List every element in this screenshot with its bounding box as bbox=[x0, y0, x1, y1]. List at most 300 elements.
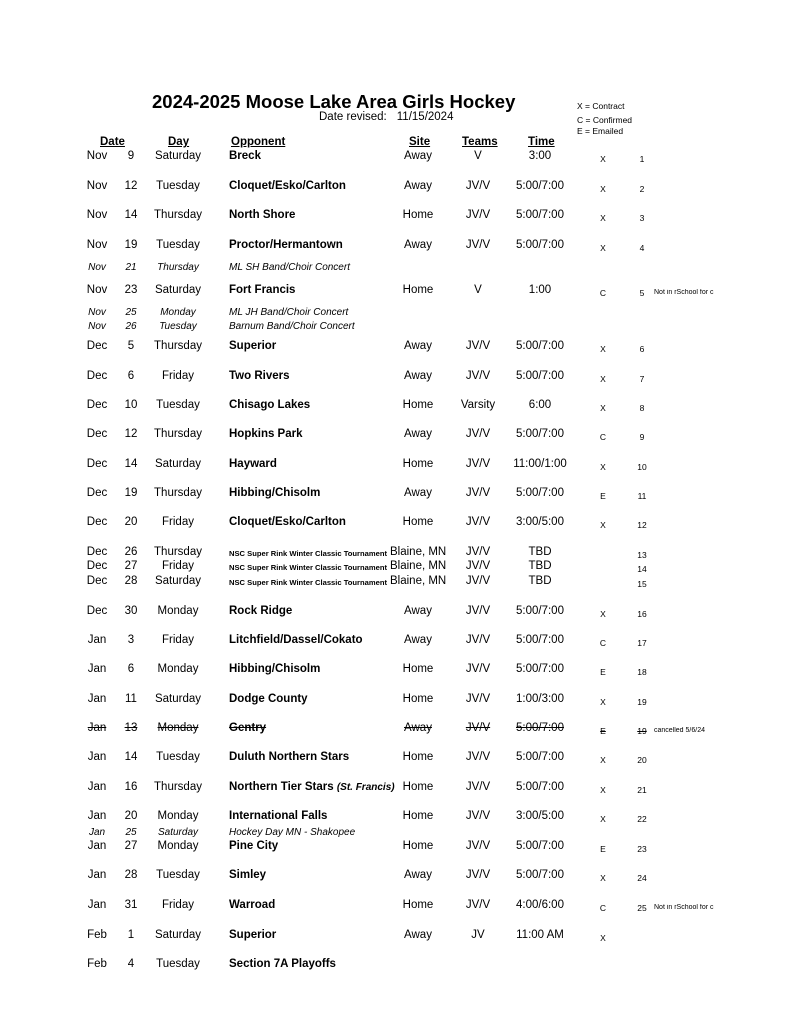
status-cell: X bbox=[600, 520, 606, 530]
legend-confirmed: C = Confirmed bbox=[577, 115, 633, 125]
weekday-cell: Thursday bbox=[154, 428, 202, 440]
status-cell: X bbox=[600, 785, 606, 795]
time-cell: 3:00 bbox=[528, 150, 552, 162]
site-cell: Home bbox=[402, 458, 434, 470]
site-cell: Blaine, MN bbox=[390, 546, 447, 558]
site-cell: Away bbox=[404, 239, 432, 251]
status-cell: X bbox=[600, 755, 606, 765]
schedule-row bbox=[0, 428, 791, 444]
opponent-cell: Superior bbox=[229, 340, 277, 352]
weekday-cell: Thursday bbox=[154, 487, 202, 499]
game-number-cell: 2 bbox=[639, 184, 645, 194]
opponent-cell: Dodge County bbox=[229, 693, 308, 705]
header-time: Time bbox=[528, 136, 555, 148]
opponent-cell: Cloquet/Esko/Carlton bbox=[229, 516, 346, 528]
opponent-cell: NSC Super Rink Winter Classic Tournament bbox=[229, 563, 388, 572]
time-cell: 1:00 bbox=[528, 284, 552, 296]
opponent-cell: Cloquet/Esko/Carlton bbox=[229, 180, 346, 192]
weekday-cell: Saturday bbox=[154, 150, 202, 162]
day-number-cell: 12 bbox=[124, 428, 138, 440]
teams-cell: JV/V bbox=[465, 546, 491, 558]
opponent-cell: Chisago Lakes bbox=[229, 399, 311, 411]
site-cell: Home bbox=[402, 840, 434, 852]
header-day: Day bbox=[168, 136, 190, 148]
day-number-cell: 19 bbox=[124, 239, 138, 251]
opponent-cell: Fort Francis bbox=[229, 284, 296, 296]
day-number-cell: 6 bbox=[127, 370, 135, 382]
day-number-cell: 1 bbox=[127, 929, 135, 941]
opponent-cell: Simley bbox=[229, 869, 267, 881]
status-cell: C bbox=[599, 432, 607, 442]
weekday-cell: Saturday bbox=[157, 827, 199, 838]
time-cell: 4:00/6:00 bbox=[516, 899, 564, 911]
time-cell: 5:00/7:00 bbox=[516, 722, 564, 734]
game-number-cell: 10 bbox=[637, 462, 647, 472]
month-cell: Nov bbox=[88, 307, 106, 318]
site-cell: Away bbox=[404, 180, 432, 192]
day-number-cell: 4 bbox=[127, 958, 135, 970]
site-cell: Blaine, MN bbox=[390, 575, 447, 587]
schedule-row bbox=[0, 663, 791, 679]
opponent-cell bbox=[229, 781, 395, 793]
status-cell: X bbox=[600, 933, 606, 943]
month-cell: Jan bbox=[87, 840, 107, 852]
game-number-cell: 4 bbox=[639, 243, 645, 253]
month-cell: Jan bbox=[87, 751, 107, 763]
site-cell: Home bbox=[402, 810, 434, 822]
teams-cell: JV/V bbox=[465, 239, 491, 251]
site-cell: Home bbox=[402, 399, 434, 411]
day-number-cell: 21 bbox=[125, 262, 137, 273]
teams-cell: JV/V bbox=[465, 458, 491, 470]
month-cell: Dec bbox=[86, 399, 108, 411]
time-cell: 5:00/7:00 bbox=[516, 180, 564, 192]
site-cell: Away bbox=[404, 150, 432, 162]
status-cell: X bbox=[600, 243, 606, 253]
opponent-cell: International Falls bbox=[229, 810, 328, 822]
teams-cell: JV/V bbox=[465, 370, 491, 382]
game-number-cell: 1 bbox=[639, 154, 645, 164]
teams-cell: JV/V bbox=[465, 722, 491, 734]
weekday-cell: Monday bbox=[157, 663, 199, 675]
time-cell: 5:00/7:00 bbox=[516, 781, 564, 793]
schedule-row bbox=[0, 370, 791, 386]
teams-cell: JV/V bbox=[465, 781, 491, 793]
month-cell: Jan bbox=[87, 781, 107, 793]
site-cell: Away bbox=[404, 869, 432, 881]
header-opponent: Opponent bbox=[231, 136, 286, 148]
month-cell: Jan bbox=[87, 899, 107, 911]
header-site: Site bbox=[409, 136, 431, 148]
time-cell: 5:00/7:00 bbox=[516, 209, 564, 221]
month-cell: Feb bbox=[87, 958, 107, 970]
month-cell: Jan bbox=[87, 634, 107, 646]
weekday-cell: Friday bbox=[162, 634, 194, 646]
month-cell: Dec bbox=[86, 458, 108, 470]
day-number-cell: 26 bbox=[124, 546, 138, 558]
schedule-row bbox=[0, 751, 791, 767]
weekday-cell: Monday bbox=[157, 722, 199, 734]
status-cell: X bbox=[600, 697, 606, 707]
note-cell: cancelled 5/6/24 bbox=[654, 727, 705, 734]
opponent-cell: Two Rivers bbox=[229, 370, 290, 382]
day-number-cell: 28 bbox=[124, 575, 138, 587]
header-date: Date bbox=[100, 136, 125, 148]
time-cell: 5:00/7:00 bbox=[516, 605, 564, 617]
day-number-cell: 30 bbox=[124, 605, 138, 617]
month-cell: Dec bbox=[86, 575, 108, 587]
opponent-cell: Warroad bbox=[229, 899, 276, 911]
opponent-cell: Barnum Band/Choir Concert bbox=[229, 321, 355, 332]
site-cell: Blaine, MN bbox=[390, 560, 447, 572]
schedule-row bbox=[0, 150, 791, 166]
teams-cell: JV/V bbox=[465, 180, 491, 192]
month-cell: Jan bbox=[87, 810, 107, 822]
weekday-cell: Thursday bbox=[154, 546, 202, 558]
status-cell: X bbox=[600, 154, 606, 164]
day-number-cell: 28 bbox=[124, 869, 138, 881]
status-cell: C bbox=[599, 638, 607, 648]
weekday-cell: Thursday bbox=[157, 262, 199, 273]
site-cell: Away bbox=[404, 722, 432, 734]
schedule-row bbox=[0, 209, 791, 225]
schedule-row bbox=[0, 180, 791, 196]
opponent-cell: Hayward bbox=[229, 458, 277, 470]
game-number-cell: 3 bbox=[639, 213, 645, 223]
teams-cell: JV/V bbox=[465, 751, 491, 763]
month-cell: Nov bbox=[86, 180, 108, 192]
status-cell: X bbox=[600, 814, 606, 824]
status-cell: E bbox=[600, 491, 606, 501]
weekday-cell: Tuesday bbox=[156, 958, 200, 970]
time-cell: 5:00/7:00 bbox=[516, 869, 564, 881]
time-cell: 1:00/3:00 bbox=[516, 693, 564, 705]
status-cell: X bbox=[600, 403, 606, 413]
month-cell: Jan bbox=[87, 663, 107, 675]
teams-cell: JV/V bbox=[465, 560, 491, 572]
site-cell: Away bbox=[404, 370, 432, 382]
weekday-cell: Tuesday bbox=[159, 321, 197, 332]
weekday-cell: Tuesday bbox=[156, 180, 200, 192]
month-cell: Dec bbox=[86, 605, 108, 617]
teams-cell: JV/V bbox=[465, 869, 491, 881]
day-number-cell: 14 bbox=[124, 209, 138, 221]
month-cell: Jan bbox=[87, 722, 107, 734]
status-cell: C bbox=[599, 288, 607, 298]
status-cell: X bbox=[600, 873, 606, 883]
weekday-cell: Saturday bbox=[154, 693, 202, 705]
site-cell: Away bbox=[404, 929, 432, 941]
day-number-cell: 27 bbox=[124, 560, 138, 572]
weekday-cell: Tuesday bbox=[156, 239, 200, 251]
schedule-row bbox=[0, 560, 791, 576]
game-number-cell: 9 bbox=[639, 432, 645, 442]
month-cell: Dec bbox=[86, 546, 108, 558]
opponent-cell: Gentry bbox=[229, 722, 267, 734]
day-number-cell: 5 bbox=[127, 340, 135, 352]
game-number-cell: 8 bbox=[639, 403, 645, 413]
opponent-cell: Hockey Day MN - Shakopee bbox=[229, 827, 356, 838]
status-cell: X bbox=[600, 344, 606, 354]
month-cell: Dec bbox=[86, 340, 108, 352]
game-number-cell: 22 bbox=[637, 814, 647, 824]
schedule-row bbox=[0, 840, 791, 856]
time-cell: 6:00 bbox=[528, 399, 552, 411]
time-cell: 3:00/5:00 bbox=[516, 810, 564, 822]
teams-cell: JV bbox=[471, 929, 485, 941]
teams-cell: V bbox=[474, 284, 482, 296]
opponent-cell: Proctor/Hermantown bbox=[229, 239, 343, 251]
month-cell: Dec bbox=[86, 370, 108, 382]
site-cell: Home bbox=[402, 899, 434, 911]
weekday-cell: Thursday bbox=[154, 781, 202, 793]
time-cell: 5:00/7:00 bbox=[516, 663, 564, 675]
opponent-cell: North Shore bbox=[229, 209, 296, 221]
weekday-cell: Saturday bbox=[154, 284, 202, 296]
teams-cell: JV/V bbox=[465, 575, 491, 587]
schedule-row bbox=[0, 239, 791, 255]
weekday-cell: Tuesday bbox=[156, 869, 200, 881]
game-number-cell: 12 bbox=[637, 520, 647, 530]
teams-cell: JV/V bbox=[465, 840, 491, 852]
schedule-row bbox=[0, 722, 791, 738]
day-number-cell: 13 bbox=[124, 722, 138, 734]
site-cell: Home bbox=[402, 781, 434, 793]
game-number-cell: 18 bbox=[637, 667, 647, 677]
schedule-row bbox=[0, 321, 791, 337]
weekday-cell: Tuesday bbox=[156, 751, 200, 763]
header-teams: Teams bbox=[462, 136, 498, 148]
teams-cell: JV/V bbox=[465, 209, 491, 221]
day-number-cell: 27 bbox=[124, 840, 138, 852]
teams-cell: V bbox=[474, 150, 482, 162]
status-cell: E bbox=[600, 726, 606, 736]
opponent-cell: NSC Super Rink Winter Classic Tournament bbox=[229, 578, 388, 587]
weekday-cell: Saturday bbox=[154, 929, 202, 941]
day-number-cell: 26 bbox=[125, 321, 137, 332]
site-cell: Away bbox=[404, 605, 432, 617]
time-cell: TBD bbox=[528, 560, 552, 572]
teams-cell: Varsity bbox=[460, 399, 496, 411]
time-cell: 5:00/7:00 bbox=[516, 428, 564, 440]
month-cell: Jan bbox=[88, 827, 106, 838]
game-number-cell: 17 bbox=[637, 638, 647, 648]
legend-emailed: E = Emailed bbox=[577, 126, 624, 136]
time-cell: TBD bbox=[528, 575, 552, 587]
weekday-cell: Saturday bbox=[154, 458, 202, 470]
weekday-cell: Monday bbox=[157, 840, 199, 852]
weekday-cell: Friday bbox=[162, 516, 194, 528]
schedule-row bbox=[0, 399, 791, 415]
schedule-row bbox=[0, 693, 791, 709]
game-number-cell: 24 bbox=[637, 873, 647, 883]
date-revised-label: Date revised: bbox=[319, 111, 387, 123]
status-cell: X bbox=[600, 213, 606, 223]
day-number-cell: 25 bbox=[125, 307, 137, 318]
day-number-cell: 9 bbox=[127, 150, 135, 162]
schedule-row bbox=[0, 458, 791, 474]
teams-cell: JV/V bbox=[465, 663, 491, 675]
schedule-row bbox=[0, 810, 791, 826]
opponent-cell: Rock Ridge bbox=[229, 605, 293, 617]
game-number-cell: 25 bbox=[637, 903, 647, 913]
day-number-cell: 14 bbox=[124, 751, 138, 763]
game-number-cell: 19 bbox=[637, 697, 647, 707]
opponent-cell: Hopkins Park bbox=[229, 428, 303, 440]
site-cell: Home bbox=[402, 516, 434, 528]
teams-cell: JV/V bbox=[465, 634, 491, 646]
time-cell: 5:00/7:00 bbox=[516, 340, 564, 352]
weekday-cell: Friday bbox=[162, 560, 194, 572]
site-cell: Home bbox=[402, 663, 434, 675]
schedule-row bbox=[0, 340, 791, 356]
site-cell: Home bbox=[402, 693, 434, 705]
time-cell: TBD bbox=[528, 546, 552, 558]
status-cell: X bbox=[600, 609, 606, 619]
schedule-row bbox=[0, 869, 791, 885]
month-cell: Dec bbox=[86, 560, 108, 572]
schedule-row bbox=[0, 575, 791, 591]
weekday-cell: Thursday bbox=[154, 340, 202, 352]
schedule-row bbox=[0, 634, 791, 650]
time-cell: 5:00/7:00 bbox=[516, 751, 564, 763]
month-cell: Nov bbox=[88, 321, 106, 332]
teams-cell: JV/V bbox=[465, 487, 491, 499]
site-cell: Home bbox=[402, 284, 434, 296]
teams-cell: JV/V bbox=[465, 899, 491, 911]
day-number-cell: 25 bbox=[125, 827, 137, 838]
opponent-cell: ML JH Band/Choir Concert bbox=[229, 307, 349, 318]
teams-cell: JV/V bbox=[465, 605, 491, 617]
month-cell: Nov bbox=[86, 239, 108, 251]
opponent-location: (St. Francis) bbox=[336, 782, 395, 793]
opponent-cell: Breck bbox=[229, 150, 261, 162]
opponent-cell: NSC Super Rink Winter Classic Tournament bbox=[229, 549, 388, 558]
teams-cell: JV/V bbox=[465, 428, 491, 440]
game-number-cell: 19 bbox=[637, 726, 647, 736]
schedule-row bbox=[0, 605, 791, 621]
status-cell: E bbox=[600, 844, 606, 854]
time-cell: 5:00/7:00 bbox=[516, 239, 564, 251]
day-number-cell: 6 bbox=[127, 663, 135, 675]
day-number-cell: 10 bbox=[124, 399, 138, 411]
legend-contract: X = Contract bbox=[577, 101, 625, 111]
day-number-cell: 19 bbox=[124, 487, 138, 499]
month-cell: Dec bbox=[86, 487, 108, 499]
teams-cell: JV/V bbox=[465, 516, 491, 528]
month-cell: Nov bbox=[86, 284, 108, 296]
day-number-cell: 31 bbox=[124, 899, 138, 911]
opponent-cell: Litchfield/Dassel/Cokato bbox=[229, 634, 363, 646]
day-number-cell: 12 bbox=[124, 180, 138, 192]
site-cell: Home bbox=[402, 751, 434, 763]
site-cell: Away bbox=[404, 428, 432, 440]
game-number-cell: 7 bbox=[639, 374, 645, 384]
weekday-cell: Tuesday bbox=[156, 399, 200, 411]
game-number-cell: 5 bbox=[639, 288, 645, 298]
site-cell: Away bbox=[404, 634, 432, 646]
schedule-row bbox=[0, 958, 791, 974]
site-cell: Away bbox=[404, 487, 432, 499]
game-number-cell: 23 bbox=[637, 844, 647, 854]
opponent-cell: ML SH Band/Choir Concert bbox=[229, 262, 350, 273]
game-number-cell: 20 bbox=[637, 755, 647, 765]
game-number-cell: 15 bbox=[637, 579, 647, 589]
site-cell: Away bbox=[404, 340, 432, 352]
schedule-row bbox=[0, 781, 791, 797]
day-number-cell: 14 bbox=[124, 458, 138, 470]
note-cell: Not in rSchool for c bbox=[654, 904, 714, 911]
teams-cell: JV/V bbox=[465, 340, 491, 352]
schedule-row bbox=[0, 262, 791, 278]
status-cell: X bbox=[600, 374, 606, 384]
game-number-cell: 14 bbox=[637, 564, 647, 574]
weekday-cell: Friday bbox=[162, 370, 194, 382]
month-cell: Nov bbox=[86, 150, 108, 162]
month-cell: Feb bbox=[87, 929, 107, 941]
schedule-row bbox=[0, 284, 791, 300]
month-cell: Nov bbox=[86, 209, 108, 221]
opponent-cell: Hibbing/Chisolm bbox=[229, 487, 321, 499]
weekday-cell: Monday bbox=[160, 307, 196, 318]
opponent-cell: Superior bbox=[229, 929, 277, 941]
day-number-cell: 20 bbox=[124, 516, 138, 528]
month-cell: Dec bbox=[86, 516, 108, 528]
time-cell: 11:00/1:00 bbox=[513, 458, 567, 470]
status-cell: X bbox=[600, 462, 606, 472]
weekday-cell: Monday bbox=[157, 810, 199, 822]
game-number-cell: 13 bbox=[637, 550, 647, 560]
schedule-row bbox=[0, 516, 791, 532]
time-cell: 5:00/7:00 bbox=[516, 370, 564, 382]
teams-cell: JV/V bbox=[465, 693, 491, 705]
opponent-cell: Pine City bbox=[229, 840, 279, 852]
game-number-cell: 11 bbox=[637, 491, 647, 501]
time-cell: 5:00/7:00 bbox=[516, 840, 564, 852]
teams-cell: JV/V bbox=[465, 810, 491, 822]
status-cell: X bbox=[600, 184, 606, 194]
month-cell: Nov bbox=[88, 262, 106, 273]
game-number-cell: 6 bbox=[639, 344, 645, 354]
time-cell: 5:00/7:00 bbox=[516, 487, 564, 499]
schedule-row bbox=[0, 899, 791, 915]
day-number-cell: 16 bbox=[124, 781, 138, 793]
time-cell: 3:00/5:00 bbox=[516, 516, 564, 528]
site-cell: Home bbox=[402, 209, 434, 221]
opponent-cell: Duluth Northern Stars bbox=[229, 751, 350, 763]
day-number-cell: 11 bbox=[125, 693, 137, 705]
day-number-cell: 3 bbox=[127, 634, 135, 646]
time-cell: 11:00 AM bbox=[516, 929, 564, 941]
opponent-name: Northern Tier Stars bbox=[229, 781, 334, 793]
schedule-row bbox=[0, 487, 791, 503]
opponent-cell: Hibbing/Chisolm bbox=[229, 663, 321, 675]
day-number-cell: 23 bbox=[124, 284, 138, 296]
date-revised-value: 11/15/2024 bbox=[396, 111, 454, 123]
schedule-row bbox=[0, 929, 791, 945]
day-number-cell: 20 bbox=[124, 810, 138, 822]
weekday-cell: Thursday bbox=[154, 209, 202, 221]
status-cell: C bbox=[599, 903, 607, 913]
weekday-cell: Friday bbox=[162, 899, 194, 911]
note-cell: Not in rSchool for c bbox=[654, 289, 714, 296]
opponent-cell: Section 7A Playoffs bbox=[229, 958, 336, 970]
game-number-cell: 16 bbox=[637, 609, 647, 619]
weekday-cell: Monday bbox=[157, 605, 199, 617]
month-cell: Jan bbox=[87, 693, 107, 705]
month-cell: Jan bbox=[87, 869, 107, 881]
time-cell: 5:00/7:00 bbox=[516, 634, 564, 646]
